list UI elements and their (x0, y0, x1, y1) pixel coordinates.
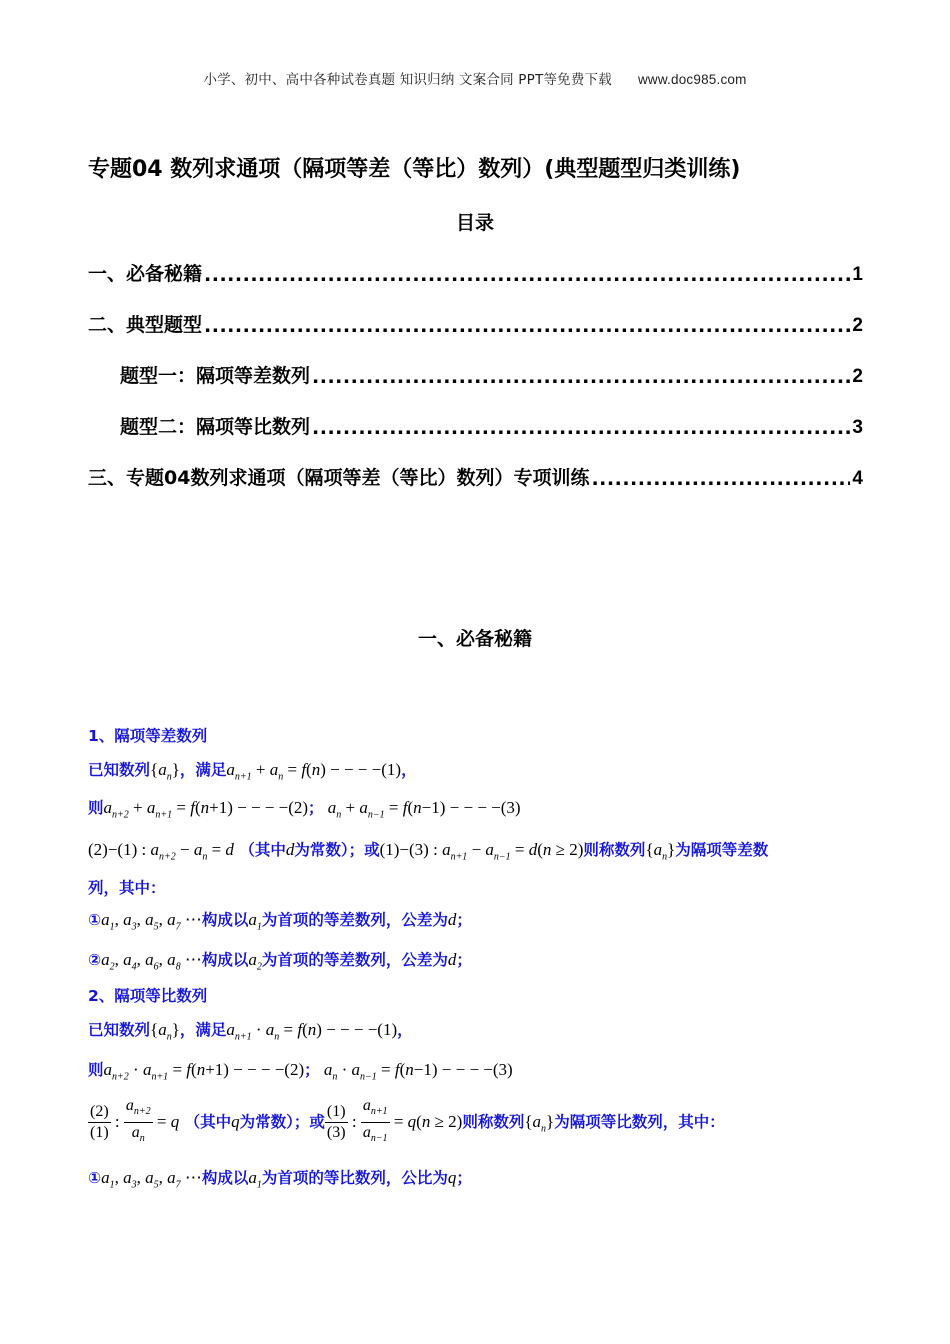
toc-entry-page: 3 (852, 417, 863, 438)
toc-entry[interactable] (120, 411, 863, 439)
formula: : (110, 1112, 124, 1132)
part1-item-even: $②a_2$, $a_4$, $a_6$, $a_8$ ⋯构成以$a_2$为首项的等差数列，公差为d； (88, 950, 472, 973)
toc-leader (204, 315, 850, 337)
formula: $a_1$, $a_3$, $a_5$, $a_7$ ⋯ (101, 910, 202, 933)
part2-item-odd: $①a_1$, $a_3$, $a_5$, $a_7$ ⋯构成以$a_1$为首项的等比数列，公比为q； (88, 1168, 472, 1191)
formula: q (447, 1168, 457, 1187)
part2-title: 2、隔项等比数列 (88, 987, 208, 1005)
formula: $\{a_n\}$ (150, 760, 180, 783)
formula: (1)−(3) : $a_{n+1} - a_{n-1} = d(n \ge 2)$ (379, 840, 584, 863)
part1-title: 1、隔项等差数列 (88, 727, 208, 745)
header-site[interactable]: www.doc985.com (637, 72, 747, 87)
part1-line-where: 列，其中： (88, 879, 166, 897)
formula: = q (152, 1112, 180, 1132)
formula: d (285, 840, 295, 859)
formula: d (447, 910, 457, 929)
formula: $\{a_n\}$ (645, 840, 676, 863)
toc-entry-label: 题型一：隔项等差数列 (120, 365, 311, 387)
formula: $\frac{(1)}{(3)}$ (326, 1103, 346, 1142)
toc-entry-label: 题型二：隔项等比数列 (120, 416, 311, 438)
formula: $a_2$, $a_4$, $a_6$, $a_8$ ⋯ (101, 950, 202, 973)
part1-item-odd: $①a_1$, $a_3$, $a_5$, $a_7$ ⋯构成以$a_1$为首项的等差数列，公差为d； (88, 910, 472, 933)
toc-leader (312, 417, 850, 439)
toc-entry-label: 一、必备秘籍 (88, 263, 203, 285)
formula: $a_n \cdot a_{n-1} = f(n-1)$ − − − −(3) (323, 1060, 513, 1083)
part1-line-then: 则$a_{n+2} + a_{n+1} = f(n+1)$ − − − −(2)； $a_n + a_{n-1} = f(n-1)$ − − − −(3) (88, 798, 521, 821)
part2-line-ratio: $\frac{(2)}{(1)}$ : $\frac{a_{n+2}}{a_n}$ = q （其中q为常数）；或 $\frac{(1)}{(3)}$ : $\frac{a_{n+1}}{a_{n-1}}$ = q(n ≥ 2)则称数列$\{a_n\}$为隔项等比数列，其中： (88, 1096, 725, 1149)
formula: $\{a_n\}$ (150, 1020, 180, 1043)
toc-entry[interactable] (88, 462, 863, 490)
formula: $a_1$ (248, 910, 262, 933)
toc-entry-page: 4 (852, 468, 863, 489)
formula: (2)−(1) : $a_{n+2} - a_n = d$ (88, 840, 234, 863)
toc-entry-page: 1 (852, 264, 863, 285)
formula: $a_1$, $a_3$, $a_5$, $a_7$ ⋯ (101, 1168, 202, 1191)
formula: q (231, 1112, 240, 1132)
part1-line-known: 已知数列$\{a_n\}$，满足$a_{n+1} + a_n = f(n)$ − − − −(1)， (88, 760, 417, 783)
formula: : (347, 1112, 361, 1132)
formula: $a_{n+2} + a_{n+1} = f(n+1)$ − − − −(2) (103, 798, 309, 821)
toc-heading: 目录 (455, 212, 494, 234)
toc-entry-page: 2 (852, 366, 863, 387)
formula: $a_{n+2} \cdot a_{n+1} = f(n+1)$ − − − −(2) (103, 1060, 305, 1083)
toc-entry-page: 2 (852, 315, 863, 336)
formula: d (447, 950, 457, 969)
toc-leader (312, 366, 850, 388)
toc-entry-label: 二、典型题型 (88, 314, 203, 336)
part2-line-known: 已知数列$\{a_n\}$，满足$a_{n+1} \cdot a_n = f(n)$ − − − −(1)， (88, 1020, 413, 1043)
formula: $a_{n+1} + a_n = f(n)$ − − − −(1) (226, 760, 402, 783)
formula: $\frac{(2)}{(1)}$ (90, 1103, 109, 1142)
toc-entry[interactable] (88, 309, 863, 337)
part1-line-diff: (2)−(1) : $a_{n+2} - a_n = d$ （其中d为常数）；或(1)−(3) : $a_{n+1} - a_{n-1} = d(n \ge 2)$则称数列$\{a_n\}$为隔项等差数 (88, 840, 769, 863)
header-text: 小学、初中、高中各种试卷真题 知识归纳 文案合同 PPT等免费下载 (203, 72, 612, 88)
toc-leader (204, 264, 850, 286)
toc-leader (591, 468, 850, 490)
formula: $a_n + a_{n-1} = f(n-1)$ − − − −(3) (327, 798, 521, 821)
document-title: 专题04 数列求通项（隔项等差（等比）数列）(典型题型归类训练) (88, 157, 741, 182)
toc-entry-label: 三、专题04数列求通项（隔项等差（等比）数列）专项训练 (88, 467, 590, 489)
formula: = q(n ≥ 2) (389, 1112, 463, 1132)
formula: $\frac{a_{n+2}}{a_n}$ (125, 1097, 151, 1145)
part2-line-then: 则$a_{n+2} \cdot a_{n+1} = f(n+1)$ − − − −(2)； $a_n \cdot a_{n-1} = f(n-1)$ − − − −(3) (88, 1060, 513, 1083)
formula: $a_1$ (248, 1168, 262, 1191)
section-heading: 一、必备秘籍 (417, 628, 532, 650)
page-header (0, 68, 950, 88)
formula: $a_{n+1} \cdot a_n = f(n)$ − − − −(1) (226, 1020, 398, 1043)
toc-entry[interactable] (120, 360, 863, 388)
formula: $a_2$ (248, 950, 262, 973)
formula: $\{a_n\}$ (524, 1112, 555, 1135)
formula: $\frac{a_{n+1}}{a_{n-1}}$ (362, 1097, 388, 1145)
toc-entry[interactable] (88, 258, 863, 286)
